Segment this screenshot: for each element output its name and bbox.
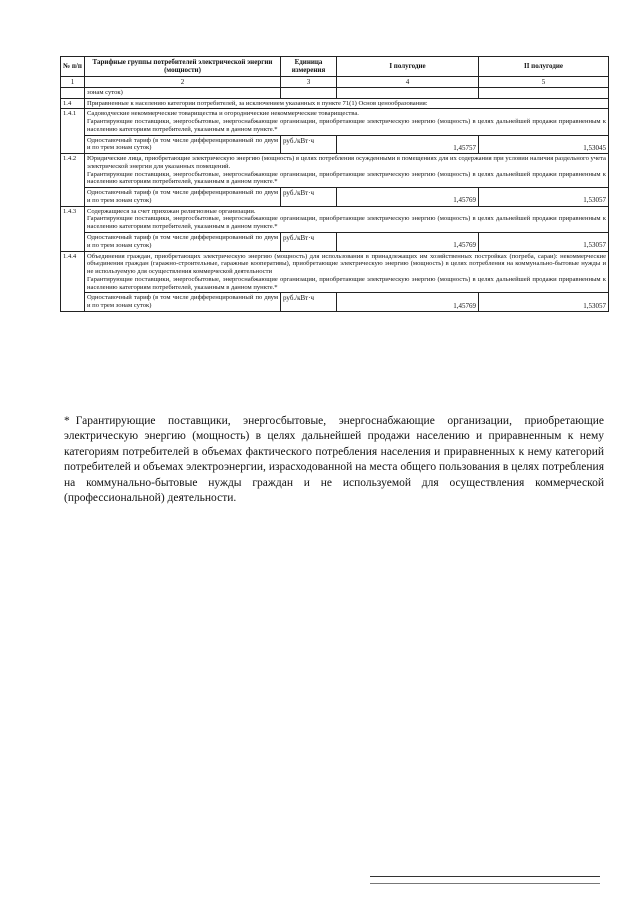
unit-cell: руб./кВт·ч: [281, 293, 337, 312]
continuation-row: [61, 87, 609, 98]
tariff-label: Одноставочный тариф (в том числе дифференцированный по двум и по трем зонам суток): [85, 188, 281, 207]
row-number: 1.4: [61, 98, 85, 109]
tariff-table: [60, 56, 609, 312]
row-description: [85, 251, 609, 293]
index-cell: 3: [281, 76, 337, 87]
value-half2: 1,53045: [479, 135, 609, 154]
row-title: Юридические лица, приобретающие электрическую энергию (мощность) в целях потребления осужденными в помещениях для их содержания при условии наличия раздельного учета электрической энергии для указанных помещений.: [87, 155, 606, 170]
table-row: [61, 154, 609, 188]
unit-cell: руб./кВт·ч: [281, 135, 337, 154]
row-title: Содержащиеся за счет прихожан религиозные организации.: [87, 207, 256, 215]
header-half1: I полугодие: [337, 57, 479, 77]
value-half1: 1,45769: [337, 233, 479, 252]
index-cell: 5: [479, 76, 609, 87]
row-body: Гарантирующие поставщики, энергосбытовые, энергоснабжающие организации, приобретающие электрическую энергию (мощность) в целях дальнейшей продажи приравненным к населению категориям потребителей, указанным в данном пункте.*: [87, 118, 606, 133]
table-header-row: [61, 57, 609, 77]
tariff-label: Одноставочный тариф (в том числе дифференцированный по двум и по трем зонам суток): [85, 293, 281, 312]
table-row: [61, 206, 609, 232]
table-row: [61, 233, 609, 252]
row-title: Садоводческие некоммерческие товарищества и огороднические некоммерческие товарищества.: [87, 110, 359, 118]
value-half1: 1,45769: [337, 293, 479, 312]
section-row-1-4: [61, 98, 609, 109]
row-number: 1.4.3: [61, 206, 85, 251]
row-body: Гарантирующие поставщики, энергосбытовые, энергоснабжающие организации, приобретающие электрическую энергию (мощность) в целях дальнейшей продажи приравненным к населению категориям потребителей, указанным в данном пункте.*: [87, 275, 606, 291]
unit-cell: руб./кВт·ч: [281, 233, 337, 252]
footnote-marker: *: [64, 415, 70, 427]
index-cell: 2: [85, 76, 281, 87]
tariff-label: Одноставочный тариф (в том числе дифференцированный по двум и по трем зонам суток): [85, 135, 281, 154]
table-row: [61, 109, 609, 135]
row-number: 1.4.1: [61, 109, 85, 154]
row-number: 1.4.4: [61, 251, 85, 311]
value-half2: 1,53057: [479, 188, 609, 207]
signature-line-secondary: [370, 883, 600, 884]
row-number: 1.4.2: [61, 154, 85, 207]
tariff-label: Одноставочный тариф (в том числе дифференцированный по двум и по трем зонам суток): [85, 233, 281, 252]
value-half2: 1,53057: [479, 293, 609, 312]
unit-cell: руб./кВт·ч: [281, 188, 337, 207]
section-text: Приравненные к населению категории потребителей, за исключением указанных в пункте 71(1) Основ ценообразования:: [85, 98, 609, 109]
table-row: [61, 293, 609, 312]
header-no: № п/п: [61, 57, 85, 77]
index-cell: 4: [337, 76, 479, 87]
header-unit: Единица измерения: [281, 57, 337, 77]
value-half2: 1,53057: [479, 233, 609, 252]
row-body: Гарантирующие поставщики, энергосбытовые, энергоснабжающие организации, приобретающие электрическую энергию (мощность) в целях дальнейшей продажи приравненным к населению категориям потребителей, указанным в данном пункте.*: [87, 215, 606, 231]
row-description: [85, 154, 609, 188]
value-half1: 1,45769: [337, 188, 479, 207]
value-half1: 1,45757: [337, 135, 479, 154]
row-description: [85, 109, 609, 135]
table-row: [61, 135, 609, 154]
row-body: Гарантирующие поставщики, энергосбытовые, энергоснабжающие организации, приобретающие электрическую энергию (мощность) в целях дальнейшей продажи приравненным к населению категориям потребителей, указанным в данном пункте.*: [87, 170, 606, 186]
header-group: Тарифные группы потребителей электрической энергии (мощности): [85, 57, 281, 77]
index-cell: 1: [61, 76, 85, 87]
table-row: [61, 251, 609, 293]
footnote: [64, 414, 604, 506]
row-title: Объединения граждан, приобретающих электрическую энергию (мощность) для использования в принадлежащих им хозяйственных постройках (погреба, сараи): некоммерческие объединения граждан (гаражно-строительные, гаражные кооперативы), приобретающие электрическую энергию (мощность) в целях потребления на коммунально-бытовые нужды и не используемую для осуществления коммерческой деятельности: [87, 252, 606, 276]
footnote-text: Гарантирующие поставщики, энергосбытовые, энергоснабжающие организации, приобретающие электрическую энергию (мощность) в целях дальнейшей продажи населению и приравненным к нему категориям потребителей в объемах фактического потребления населения и приравненных к нему категорий потребителей и объемах электроэнергии, израсходованной на места общего пользования в целях потребления на коммунально-бытовые нужды граждан и не используемой для осуществления коммерческой (профессиональной) деятельности.: [64, 415, 604, 505]
header-half2: II полугодие: [479, 57, 609, 77]
signature-line: [370, 876, 600, 877]
table-row: [61, 188, 609, 207]
continuation-text: зонам суток): [85, 87, 281, 98]
column-index-row: [61, 76, 609, 87]
row-description: [85, 206, 609, 232]
